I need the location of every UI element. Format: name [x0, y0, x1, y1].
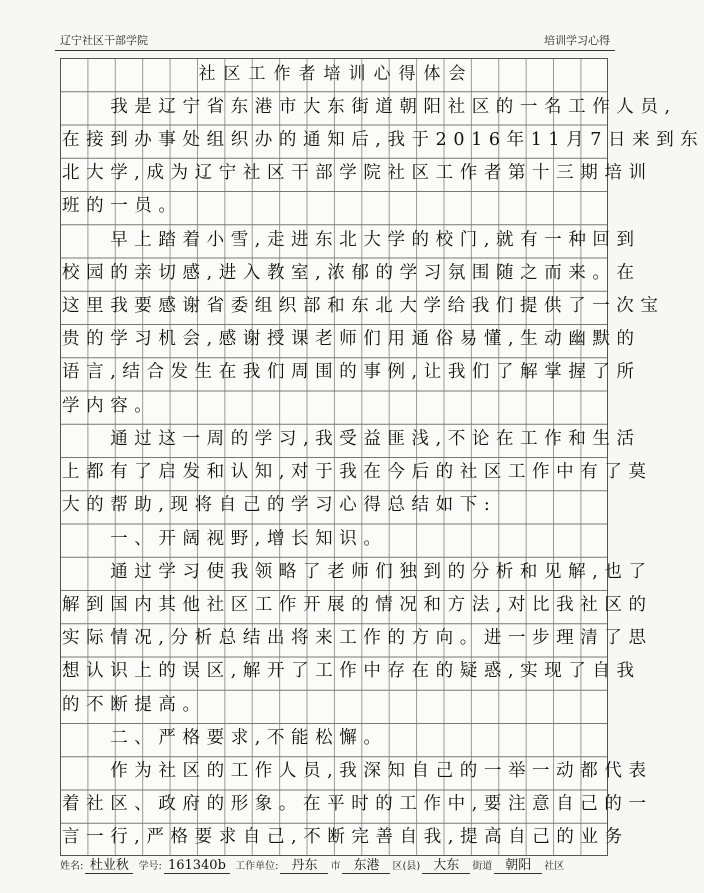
header-divider [55, 50, 615, 51]
city-label: 市 [330, 861, 341, 872]
unit-label: 工作单位: [235, 861, 279, 872]
essay-line: 作为社区的工作人员,我深知自己的一举一动都代表 [62, 761, 653, 781]
essay-line: 实际情况,分析总结出将来工作的方向。进一步理清了思 [62, 628, 653, 648]
essay-line: 早上踏着小雪,走进东北大学的校门,就有一种回到 [62, 230, 641, 250]
section-heading: 二、严格要求,不能松懈。 [62, 728, 388, 748]
essay-line: 北大学,成为辽宁社区干部学院社区工作者第十三期培训 [62, 163, 653, 183]
community-value: 朝阳 [494, 854, 542, 874]
district-label: 区(县) [392, 861, 421, 872]
student-info-footer [58, 854, 610, 876]
essay-line: 大的帮助,现将自己的学习心得总结如下: [62, 495, 497, 515]
essay-line: 这里我要感谢省委组织部和东北大学给我们提供了一次宝 [62, 296, 665, 316]
name-label: 姓名: [60, 861, 84, 872]
essay-line: 学内容。 [62, 396, 159, 416]
district-value: 东港 [342, 854, 390, 874]
essay-line: 语言,结合发生在我们周围的事例,让我们了解掌握了所 [62, 362, 641, 382]
essay-line: 在接到办事处组织办的通知后,我于2016年11月7日来到东 [62, 130, 704, 150]
community-label: 社区 [544, 861, 565, 872]
essay-line: 通过学习使我领略了老师们独到的分析和见解,也了 [62, 562, 653, 582]
page-header [60, 28, 610, 48]
name-value: 杜业秋 [85, 854, 133, 874]
essay-line: 的不断提高。 [62, 695, 207, 715]
essay-line: 着社区、政府的形象。在平时的工作中,要注意自己的一 [62, 794, 653, 814]
essay-line: 班的一员。 [62, 196, 183, 216]
id-value: 161340b [164, 858, 230, 874]
essay-line: 言一行,严格要求自己,不断完善自我,提高自己的业务 [62, 827, 629, 847]
city-value: 丹东 [280, 854, 328, 874]
essay-line: 想认识上的误区,解开了工作中存在的疑惑,实现了自我 [62, 661, 641, 681]
essay-line: 校园的亲切感,进入教室,浓郁的学习氛围随之而来。在 [62, 263, 641, 283]
street-label: 街道 [472, 861, 493, 872]
essay-line: 通过这一周的学习,我受益匪浅,不论在工作和生活 [62, 429, 641, 449]
essay-line: 我是辽宁省东港市大东街道朝阳社区的一名工作人员, [62, 97, 677, 117]
essay-line: 上都有了启发和认知,对于我在今后的社区工作中有了莫 [62, 462, 653, 482]
id-label: 学号: [138, 861, 162, 872]
sheet-title: 培训学习心得 [544, 34, 610, 47]
essay-title: 社区工作者培训心得体会 [198, 64, 474, 84]
section-heading: 一、开阔视野,增长知识。 [62, 529, 388, 549]
institution-name: 辽宁社区干部学院 [60, 34, 148, 47]
essay-line: 贵的学习机会,感谢授课老师们用通俗易懂,生动幽默的 [62, 329, 641, 349]
essay-line: 解到国内其他社区工作开展的情况和方法,对比我社区的 [62, 595, 653, 615]
street-value: 大东 [422, 854, 470, 874]
